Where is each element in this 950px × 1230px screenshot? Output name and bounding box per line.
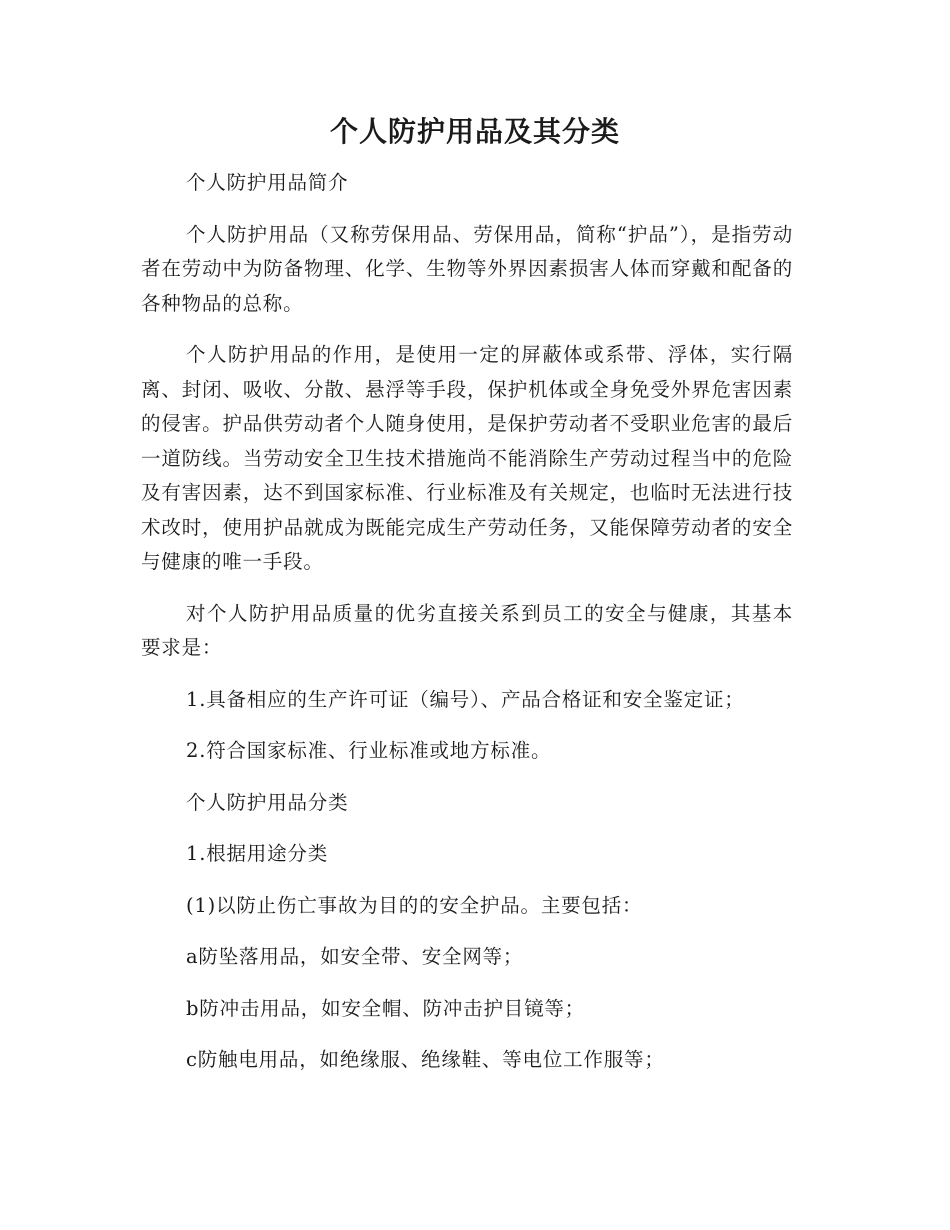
requirements-intro-paragraph: 对个人防护用品质量的优劣直接关系到员工的安全与健康，其基本要求是： [141, 601, 793, 659]
document-title: 个人防护用品及其分类 [329, 115, 620, 148]
definition-paragraph: 个人防护用品（又称劳保用品、劳保用品，简称“护品”），是指劳动者在劳动中为防备物理、化学、生物等外界因素损害人体而穿戴和配备的各种物品的总称。 [141, 222, 793, 315]
classification-section-heading: 个人防护用品分类 [186, 790, 349, 814]
classification-subheading: 1.根据用途分类 [186, 842, 329, 865]
category-list-item: a防坠落用品，如安全带、安全网等； [186, 945, 524, 968]
category-list-item: c防触电用品，如绝缘服、绝缘鞋、等电位工作服等； [186, 1048, 665, 1071]
requirement-item: 2.符合国家标准、行业标准或地方标准。 [186, 739, 552, 762]
function-paragraph: 个人防护用品的作用，是使用一定的屏蔽体或系带、浮体，实行隔离、封闭、吸收、分散、悬浮等手段，保护机体或全身免受外界危害因素的侵害。护品供劳动者个人随身使用，是保护劳动者不受职业危害的最后一道防线。当劳动安全卫生技术措施尚不能消除生产劳动过程当中的危险及有害因素，达不到国家标准、行业标准及有关规定，也临时无法进行技术改时，使用护品就成为既能完成生产劳动任务，又能保障劳动者的安全与健康的唯一手段。 [141, 343, 793, 573]
category-list-item: b防冲击用品，如安全帽、防冲击护目镜等； [186, 996, 585, 1020]
requirement-item: 1.具备相应的生产许可证（编号）、产品合格证和安全鉴定证； [186, 687, 745, 711]
document-body [141, 166, 793, 1095]
category-heading: (1)以防止伤亡事故为目的的安全护品。主要包括： [186, 893, 643, 917]
intro-heading: 个人防护用品简介 [186, 171, 349, 194]
